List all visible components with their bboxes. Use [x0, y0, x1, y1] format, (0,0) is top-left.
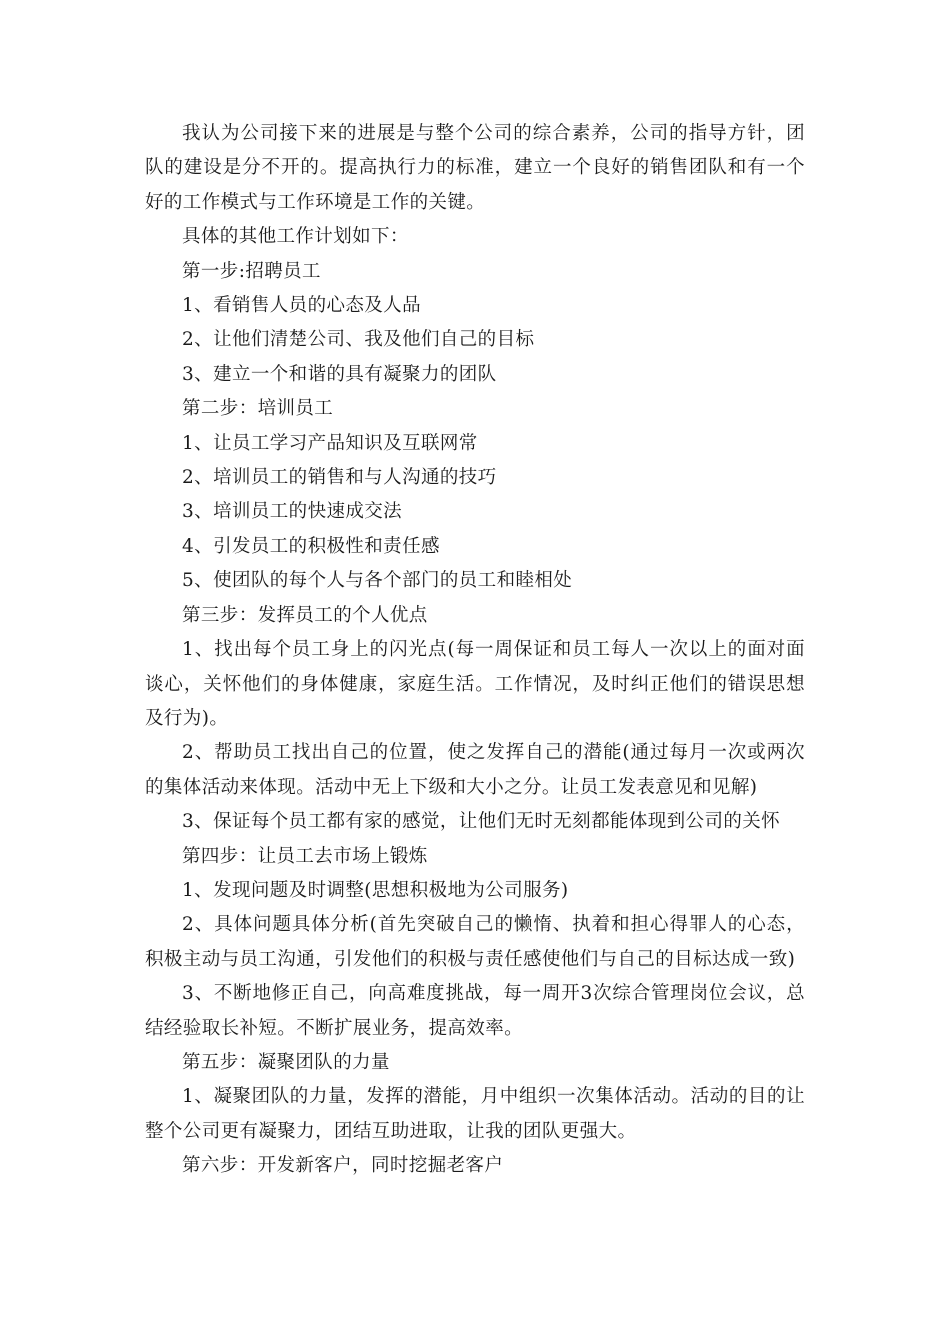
step-4-item-3: 3、不断地修正自己，向高难度挑战，每一周开3次综合管理岗位会议，总结经验取长补短。不断扩展业务，提高效率。: [145, 983, 805, 1039]
step-1-heading: 第一步:招聘员工: [182, 260, 321, 282]
step-3-item-3: 3、保证每个员工都有家的感觉，让他们无时无刻都能体现到公司的关怀: [182, 811, 781, 833]
step-5-heading: 第五步：凝聚团队的力量: [182, 1051, 390, 1073]
step-4-item-1: 1、发现问题及时调整(思想积极地为公司服务): [182, 879, 569, 901]
step-4-item-2: 2、具体问题具体分析(首先突破自己的懒惰、执着和担心得罪人的心态，积极主动与员工沟通，引发他们的积极与责任感使他们与自己的目标达成一致): [145, 914, 805, 970]
step-2-item-2: 2、培训员工的销售和与人沟通的技巧: [182, 467, 497, 489]
paragraph-plan-heading: 具体的其他工作计划如下：: [182, 226, 409, 248]
step-2-item-1: 1、让员工学习产品知识及互联网常: [182, 432, 478, 454]
step-2-heading: 第二步：培训员工: [182, 398, 334, 420]
step-1-item-3: 3、建立一个和谐的具有凝聚力的团队: [182, 363, 497, 385]
step-3-heading: 第三步：发挥员工的个人优点: [182, 604, 428, 626]
step-3-item-1: 1、找出每个员工身上的闪光点(每一周保证和员工每人一次以上的面对面谈心，关怀他们的身体健康，家庭生活。工作情况，及时纠正他们的错误思想及行为)。: [145, 639, 805, 729]
step-5-item-1: 1、凝聚团队的力量，发挥的潜能，月中组织一次集体活动。活动的目的让整个公司更有凝聚力，团结互助进取，让我的团队更强大。: [145, 1086, 805, 1142]
step-4-heading: 第四步：让员工去市场上锻炼: [182, 845, 428, 867]
step-3-item-2: 2、帮助员工找出自己的位置，使之发挥自己的潜能(通过每月一次或两次的集体活动来体现。活动中无上下级和大小之分。让员工发表意见和见解): [145, 742, 805, 798]
step-2-item-5: 5、使团队的每个人与各个部门的员工和睦相处: [182, 570, 573, 592]
step-1-item-2: 2、让他们清楚公司、我及他们自己的目标: [182, 329, 535, 351]
document-body: [145, 117, 805, 1184]
step-2-item-4: 4、引发员工的积极性和责任感: [182, 535, 440, 557]
step-6-heading: 第六步：开发新客户，同时挖掘老客户: [182, 1155, 504, 1177]
step-1-item-1: 1、看销售人员的心态及人品: [182, 295, 421, 317]
paragraph-intro: 我认为公司接下来的进展是与整个公司的综合素养，公司的指导方针，团队的建设是分不开的。提高执行力的标准，建立一个良好的销售团队和有一个好的工作模式与工作环境是工作的关键。: [145, 123, 805, 213]
step-2-item-3: 3、培训员工的快速成交法: [182, 501, 403, 523]
